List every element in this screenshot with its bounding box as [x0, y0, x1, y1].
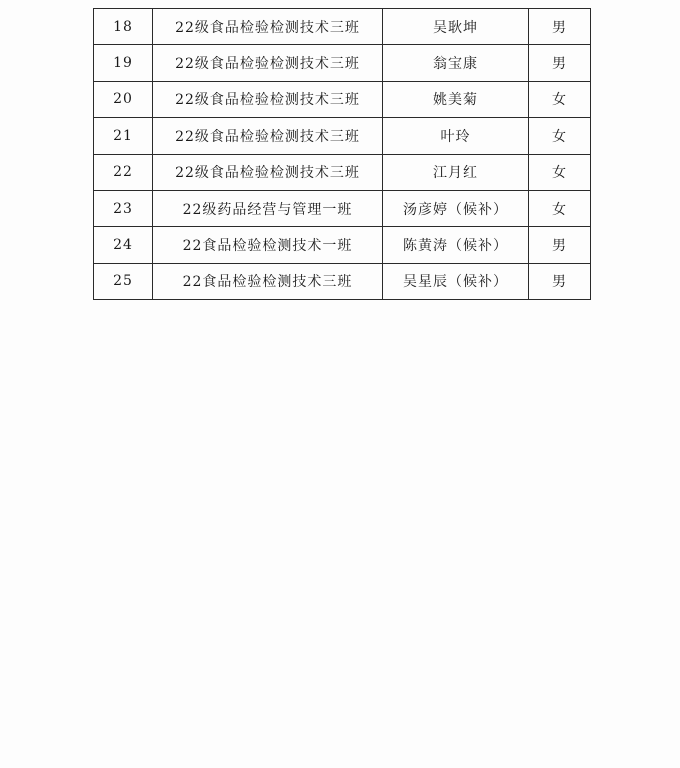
table-row — [94, 81, 591, 117]
row-number-cell: 20 — [94, 81, 153, 117]
class-cell: 22级食品检验检测技术三班 — [153, 45, 383, 81]
row-number-cell: 22 — [94, 154, 153, 190]
gender-cell: 女 — [529, 154, 591, 190]
gender-cell: 男 — [529, 263, 591, 299]
table-row — [94, 227, 591, 263]
row-number-cell: 25 — [94, 263, 153, 299]
gender-cell: 男 — [529, 227, 591, 263]
student-name-cell: 姚美菊 — [383, 81, 529, 117]
gender-cell: 男 — [529, 9, 591, 45]
student-name-cell: 陈黄涛（候补） — [383, 227, 529, 263]
gender-cell: 女 — [529, 190, 591, 226]
table-row — [94, 9, 591, 45]
class-cell: 22食品检验检测技术三班 — [153, 263, 383, 299]
row-number-cell: 21 — [94, 118, 153, 154]
class-cell: 22级食品检验检测技术三班 — [153, 118, 383, 154]
table-row — [94, 118, 591, 154]
row-number-cell: 24 — [94, 227, 153, 263]
student-name-cell: 江月红 — [383, 154, 529, 190]
row-number-cell: 19 — [94, 45, 153, 81]
class-cell: 22级食品检验检测技术三班 — [153, 9, 383, 45]
gender-cell: 女 — [529, 118, 591, 154]
class-cell: 22级药品经营与管理一班 — [153, 190, 383, 226]
class-cell: 22食品检验检测技术一班 — [153, 227, 383, 263]
table-row — [94, 154, 591, 190]
gender-cell: 女 — [529, 81, 591, 117]
student-roster-table — [93, 8, 591, 300]
table-row — [94, 263, 591, 299]
student-name-cell: 汤彦婷（候补） — [383, 190, 529, 226]
class-cell: 22级食品检验检测技术三班 — [153, 81, 383, 117]
table-row — [94, 45, 591, 81]
student-name-cell: 叶玲 — [383, 118, 529, 154]
class-cell: 22级食品检验检测技术三班 — [153, 154, 383, 190]
row-number-cell: 23 — [94, 190, 153, 226]
gender-cell: 男 — [529, 45, 591, 81]
student-name-cell: 吴星辰（候补） — [383, 263, 529, 299]
row-number-cell: 18 — [94, 9, 153, 45]
table-row — [94, 190, 591, 226]
student-name-cell: 翁宝康 — [383, 45, 529, 81]
student-name-cell: 吴耿坤 — [383, 9, 529, 45]
